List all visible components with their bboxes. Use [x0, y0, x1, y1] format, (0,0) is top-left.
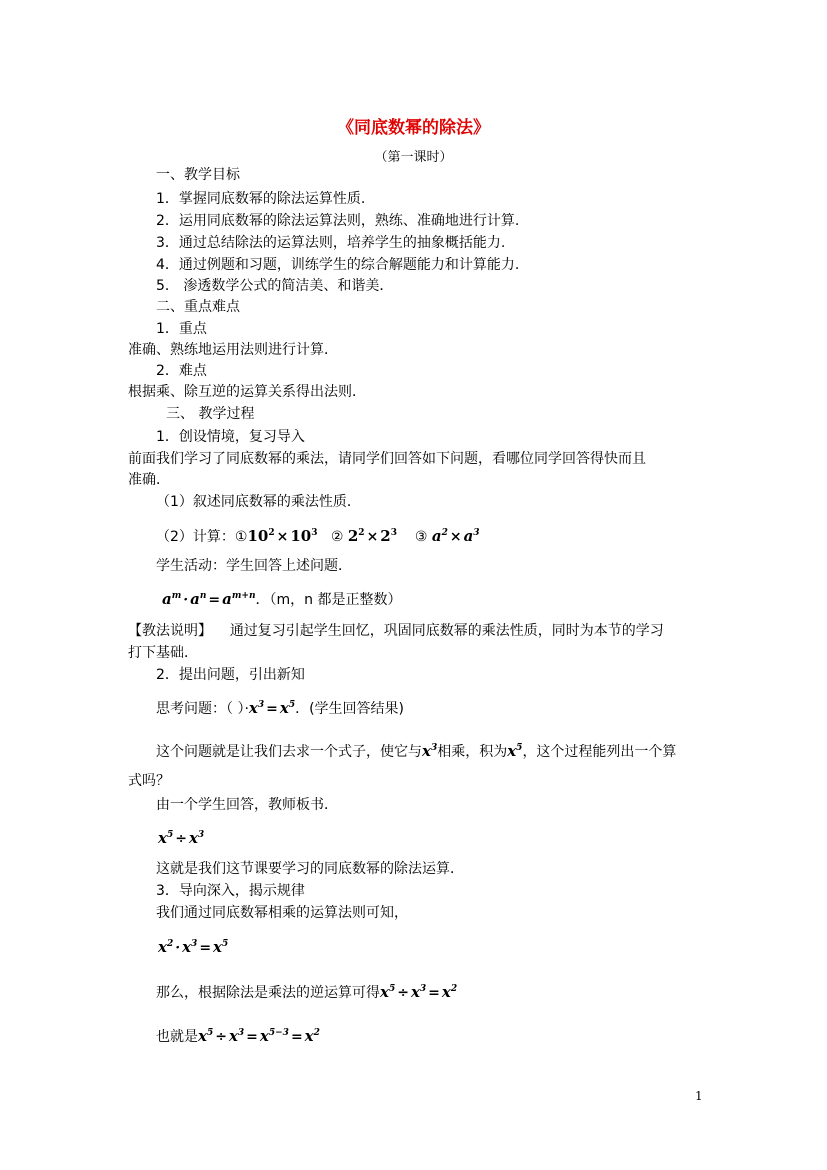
formula-x-sq-times-x-cube: $x^2 \cdot x^3 = x^5$ [158, 938, 229, 956]
document-subtitle: （第一课时） [374, 150, 453, 165]
page-number: 1 [695, 1089, 703, 1103]
paragraph-question-line-2: 式吗？ [128, 773, 170, 789]
section-heading-process: 三、 教学过程 [166, 406, 255, 422]
thinking-question-suffix: ．(学生回答结果) [295, 701, 405, 717]
division-expression [158, 829, 204, 848]
key-point-text: 准确、熟练地运用法则进行计算． [128, 342, 338, 358]
conclusion-text: 也就是 [156, 1029, 198, 1045]
objective-2: 2．运用同底数幂的除法运算法则，熟练、准确地进行计算. [156, 213, 520, 229]
question-1: （1）叙述同底数幂的乘法性质． [156, 494, 361, 510]
teaching-note-line-2: 打下基础． [128, 645, 198, 661]
step-3-heading: 3．导向深入，揭示规律 [156, 883, 305, 899]
section-heading-key-points: 二、重点难点 [156, 299, 240, 315]
formula-a-sq-times-a-cube: $a^2 \times a^3$ [431, 527, 480, 545]
objective-1: 1．掌握同底数幂的除法运算性质. [156, 191, 366, 207]
thinking-question-prefix: 思考问题：（ ）· [156, 701, 249, 717]
objective-3: 3．通过总结除法的运算法则，培养学生的抽象概括能力. [156, 235, 506, 251]
objective-4: 4．通过例题和习题，训练学生的综合解题能力和计算能力. [156, 257, 520, 273]
step-1-heading: 1．创设情境，复习导入 [156, 429, 305, 445]
inverse-operation-line [156, 983, 457, 1002]
objective-5: 5． 渗透数学公式的简洁美、和谐美． [156, 278, 394, 294]
student-activity: 学生活动：学生回答上述问题． [156, 558, 352, 574]
teaching-note-text: 通过复习引起学生回忆，巩固同底数幂的乘法性质，同时为本节的学习 [229, 623, 664, 639]
lesson-statement: 这就是我们这节课要学习的同底数幂的除法运算． [156, 861, 464, 877]
teaching-note-line-1 [128, 622, 664, 640]
question-2-mark-2: ② [330, 529, 344, 545]
formula-x-fifth-div-x-cube: $x^5 \div x^3$ [158, 829, 205, 847]
paragraph-review-line-2: 准确． [128, 472, 170, 488]
formula-multiplication-rule: $a^m \cdot a^n = a^{m+n}$ [162, 590, 256, 608]
paragraph-question-part-b: 相乘，积为 [437, 744, 508, 760]
paragraph-question-line-1 [156, 742, 676, 761]
formula-x5-div-x3-eq-x5minus3-eq-x2: $x^5 \div x^3 = x^{5-3} = x^2$ [198, 1027, 320, 1045]
question-2-mark-3: ③ [414, 529, 428, 545]
inverse-operation-text: 那么，根据除法是乘法的逆运算可得 [156, 985, 380, 1001]
document-title: 《同底数幂的除法》 [337, 118, 490, 138]
question-2-calculation [156, 527, 480, 546]
product-expression [158, 938, 228, 957]
paragraph-question-part-a: 这个问题就是让我们去求一个式子，使它与 [156, 744, 422, 760]
derivation-intro: 我们通过同底数幂相乘的运算法则可知， [156, 905, 408, 921]
formula-x-fifth: $x^5$ [507, 742, 523, 760]
multiplication-rule-note: ．（m，n 都是正整数） [255, 592, 402, 608]
conclusion-line [156, 1027, 320, 1046]
multiplication-rule-line [162, 590, 401, 609]
formula-10sq-times-10cube: $10^2 \times 10^3$ [247, 527, 318, 545]
teacher-writing: 由一个学生回答，教师板书． [156, 797, 338, 813]
paragraph-question-part-c: ，这个过程能列出一个算 [522, 744, 677, 760]
formula-x-cube-equals-x-fifth: $x^3 = x^5$ [248, 699, 296, 717]
difficulty-text: 根据乘、除互逆的运算关系得出法则． [128, 384, 366, 400]
step-2-heading: 2．提出问题，引出新知 [156, 667, 305, 683]
question-2-prefix: （2）计算：① [156, 529, 248, 545]
thinking-question [156, 699, 404, 718]
formula-2sq-times-2cube: $2^2 \times 2^3$ [347, 527, 397, 545]
formula-x-cube: $x^3$ [422, 742, 438, 760]
section-heading-objectives: 一、教学目标 [156, 167, 240, 183]
paragraph-review-line-1: 前面我们学习了同底数幂的乘法，请同学们回答如下问题，看哪位同学回答得快而且 [128, 451, 646, 467]
formula-x5-div-x3-eq-x2: $x^5 \div x^3 = x^2$ [380, 983, 458, 1001]
difficulty-label: 2．难点 [156, 363, 207, 379]
teaching-note-tag: 【教法说明】 [128, 623, 212, 639]
key-point-label: 1．重点 [156, 321, 207, 337]
